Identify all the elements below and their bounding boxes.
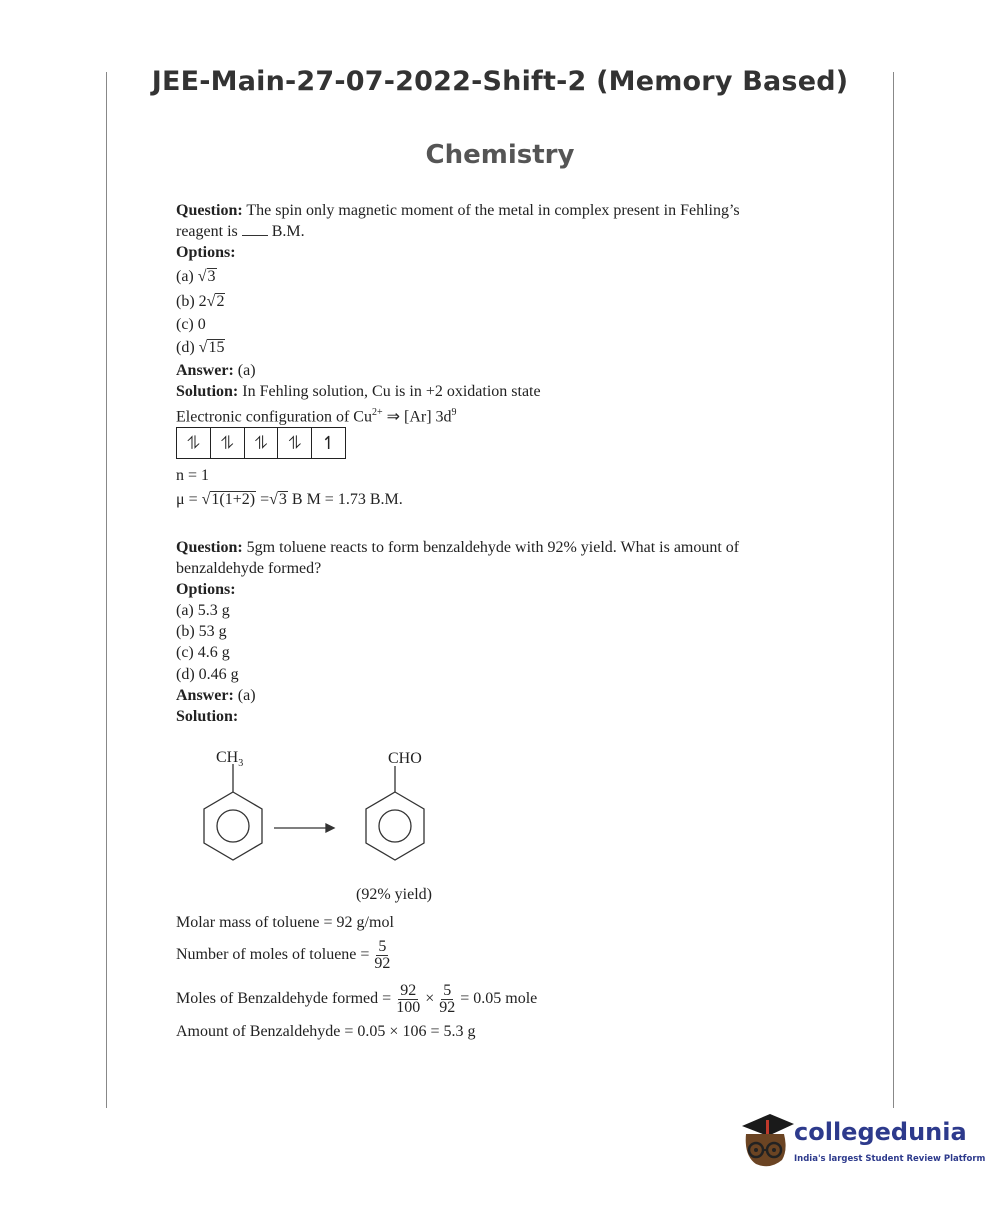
q1-question-text-2: reagent is — [176, 223, 238, 241]
bz-result: = 0.05 mole — [460, 990, 538, 1008]
toluene-to-benzaldehyde-diagram — [176, 746, 496, 906]
solution-label: Solution: — [176, 382, 239, 400]
answer-label: Answer: — [176, 361, 234, 379]
mu-symbol: μ = — [176, 490, 198, 508]
q1-option-d: (d) √15 — [176, 338, 225, 356]
q1-option-c: (c) 0 — [176, 315, 206, 333]
mu-radicand: 1(1+2) — [211, 490, 256, 508]
orbital-box: ⥮ — [245, 428, 279, 458]
option-radicand: 2 — [216, 292, 225, 310]
benzaldehyde-structure — [366, 766, 424, 860]
config-charge: 2+ — [371, 407, 383, 419]
q2-options-label — [176, 579, 816, 600]
q2-solution-label — [176, 706, 816, 727]
config-electrons: 9 — [451, 407, 457, 419]
q1-question-line1 — [176, 200, 816, 221]
subject-heading: Chemistry — [425, 140, 575, 170]
q1-question-label: Question: — [176, 202, 243, 219]
option-radicand: 3 — [207, 267, 216, 285]
orbital-diagram — [176, 427, 346, 459]
q2-option: (c) 4.6 g — [176, 644, 230, 662]
orbital-box: ⥮ — [278, 428, 312, 458]
option-prefix: (d) — [176, 338, 195, 356]
config-shell: ⇒ [Ar] 3d — [386, 408, 452, 426]
q2-option: (d) 0.46 g — [176, 665, 239, 683]
left-margin-rule — [106, 72, 107, 1108]
q1-config-line — [176, 402, 816, 426]
times-sign: × — [425, 990, 435, 1008]
q2-question-line2: benzaldehyde formed? — [176, 559, 322, 577]
fraction-denominator: 92 — [439, 998, 456, 1016]
q1-option-b: (b) 2√2 — [176, 292, 225, 310]
aldehyde-label: CHO — [388, 750, 422, 767]
toluene-structure — [204, 764, 262, 860]
solution-text: In Fehling solution, Cu is in +2 oxidation state — [242, 382, 541, 400]
q1-n-line: n = 1 — [176, 467, 210, 485]
orbital-box: ⥮ — [211, 428, 245, 458]
fraction-numerator: 5 — [378, 937, 387, 955]
moles-fraction — [372, 939, 392, 972]
q1-option-a: (a) √3 — [176, 267, 216, 285]
fraction-denominator: 92 — [374, 954, 391, 972]
config-text: Electronic configuration of Cu — [176, 408, 372, 426]
q1-question-unit: B.M. — [271, 223, 305, 241]
content-body — [176, 200, 816, 727]
amount-line: Amount of Benzaldehyde = 0.05 × 106 = 5.3 g — [176, 1023, 476, 1041]
q2-option: (a) 5.3 g — [176, 602, 230, 620]
page-title: JEE-Main-27-07-2022-Shift-2 (Memory Based) — [151, 66, 849, 97]
q1-answer — [176, 360, 816, 381]
logo-tagline: India's largest Student Review Platform — [794, 1154, 986, 1164]
q2-calculations — [176, 912, 537, 1042]
q1-question-text: The spin only magnetic moment of the metal in complex present in Fehling’s — [246, 202, 740, 219]
benzaldehyde-moles-line — [176, 977, 537, 1021]
q2-question-label: Question: — [176, 538, 243, 556]
q2-question-line1 — [176, 537, 816, 558]
molar-mass-line: Molar mass of toluene = 92 g/mol — [176, 914, 394, 931]
right-margin-rule — [893, 72, 894, 1108]
bz-label: Moles of Benzaldehyde formed = — [176, 990, 392, 1008]
moles-fraction-2 — [437, 983, 457, 1016]
logo-wordmark: collegedunia — [794, 1118, 967, 1146]
yield-label: (92% yield) — [356, 886, 432, 903]
fraction-numerator: 5 — [443, 981, 452, 999]
yield-fraction — [394, 983, 422, 1016]
options-label: Options: — [176, 244, 236, 262]
answer-blank — [242, 223, 268, 236]
reaction-arrow — [274, 824, 334, 832]
answer-label: Answer: — [176, 686, 234, 704]
methyl-label: $CH_3$ — [216, 749, 244, 769]
q2-answer — [176, 685, 816, 706]
option-prefix: (b) 2 — [176, 292, 207, 310]
option-radicand: 15 — [208, 338, 225, 356]
option-prefix: (a) — [176, 267, 194, 285]
collegedunia-logo — [736, 1108, 986, 1178]
q1-options-label — [176, 242, 816, 263]
solution-label: Solution: — [176, 708, 239, 725]
orbital-box: ⥮ — [177, 428, 211, 458]
answer-value: (a) — [237, 361, 256, 379]
mascot-icon — [736, 1108, 796, 1178]
options-label: Options: — [176, 580, 236, 598]
moles-label: Number of moles of toluene = — [176, 946, 370, 964]
q1-question-line2 — [176, 221, 816, 242]
q1-solution — [176, 381, 816, 402]
q2-question-text: 5gm toluene reacts to form benzaldehyde with 92% yield. What is amount of — [246, 538, 740, 556]
q1-mu-line: μ = √1(1+2) =√3 B M = 1.73 B.M. — [176, 490, 403, 508]
mu-radicand-2: 3 — [278, 490, 287, 508]
mu-equals: = — [260, 490, 270, 508]
moles-line — [176, 933, 537, 977]
answer-value: (a) — [237, 686, 256, 704]
fraction-denominator: 100 — [396, 998, 421, 1016]
q2-option: (b) 53 g — [176, 623, 227, 641]
mu-result: B M = 1.73 B.M. — [291, 490, 403, 508]
orbital-box: ↿ — [321, 432, 337, 454]
fraction-numerator: 92 — [400, 981, 417, 999]
